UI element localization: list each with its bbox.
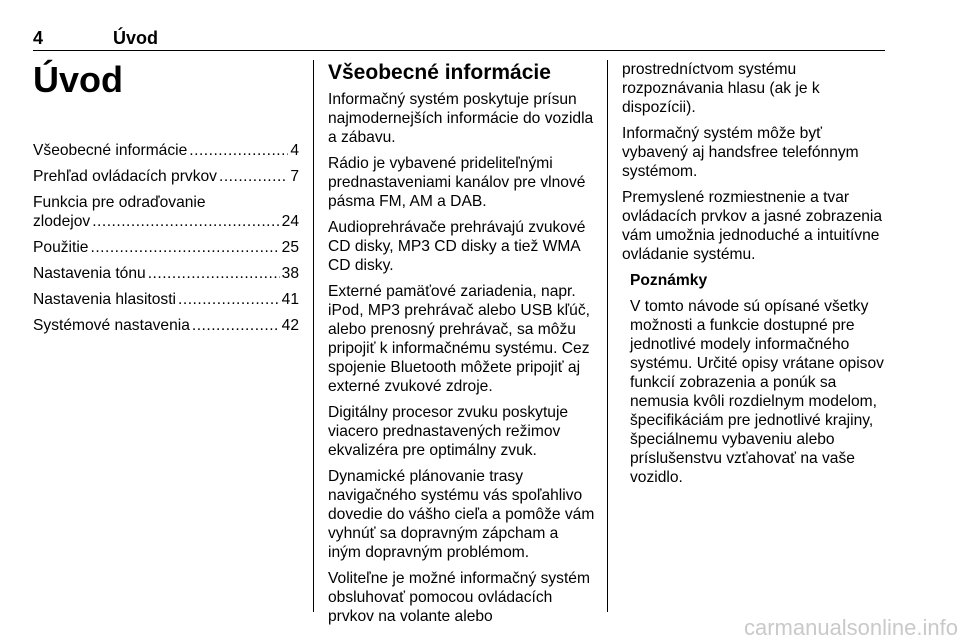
toc-leader (178, 290, 280, 309)
note-title: Poznámky (630, 272, 708, 289)
toc-label: Použitie (33, 239, 89, 256)
toc-label: zlodejov (33, 213, 91, 230)
body-paragraph: Dynamické plánovanie trasy navigačného systému vás spoľahlivo dovedie do vášho cieľa a pomôže vám vyhnúť sa dopravným zápcham a iným dopravným problémom. (328, 468, 595, 561)
toc-item[interactable] (33, 238, 299, 257)
toc-label: Prehľad ovládacích prvkov (33, 168, 217, 185)
toc-page: 42 (281, 317, 299, 334)
chapter-title: Úvod (33, 59, 123, 100)
toc-item[interactable] (33, 264, 299, 283)
toc-label: Všeobecné informácie (33, 142, 188, 159)
toc-label: Nastavenia tónu (33, 265, 146, 282)
watermark: carmanualsonline.info (743, 615, 958, 640)
body-column (328, 60, 595, 633)
toc-item[interactable] (33, 167, 299, 186)
body-paragraph: Premyslené rozmiestnenie a tvar ovládacích prvkov a jasné zobrazenia vám umožnia jednoduché a intuitívne ovládanie systému. (622, 189, 883, 263)
page-header (33, 26, 885, 51)
toc-item[interactable] (33, 141, 299, 160)
toc-label-line1: Funkcia pre odraďovanie (33, 194, 206, 211)
toc-item[interactable] (33, 316, 299, 335)
body-paragraph: Digitálny procesor zvuku poskytuje viacero prednastavených režimov ekvalizéra pre optimálny zvuk. (328, 404, 569, 459)
body-paragraph: Informačný systém poskytuje prísun najmodernejších informácie do vozidla a zábavu. (328, 91, 594, 146)
toc-leader (192, 316, 280, 335)
toc-item[interactable] (33, 290, 299, 309)
section-title: Všeobecné informácie (328, 61, 551, 84)
body-paragraph: prostredníctvom systému rozpoznávania hlasu (ak je k dispozícii). (622, 61, 820, 116)
toc-leader (92, 212, 279, 231)
column-divider (313, 60, 314, 612)
toc-label: Systémové nastavenia (33, 317, 190, 334)
toc-page: 4 (290, 142, 299, 159)
column-divider (607, 60, 608, 612)
note-box (630, 271, 888, 487)
body-paragraph: Externé pamäťové zariadenia, napr. iPod, MP3 prehrávač alebo USB kľúč, alebo prenosný prehrávač, sa môžu pripojiť k informačnému systému. Cez spojenie Bluetooth môžete pripojiť aj externé zvukové zdroje. (328, 283, 590, 395)
body-column (622, 60, 888, 494)
toc-leader (219, 167, 288, 186)
toc-leader (148, 264, 280, 283)
note-text: V tomto návode sú opísané všetky možnosti a funkcie dostupné pre jednotlivé modely informačného systému. Určité opisy vrátane opisov funkcií zobrazenia a ponúk sa nemusia kvôli rozdielnym modelom, špecifikáciám pre jednotlivé krajiny, špeciálnemu vybaveniu alebo príslušenstvu vzťahovať na vaše vozidlo. (630, 298, 884, 486)
toc-leader (189, 141, 288, 160)
toc-label: Nastavenia hlasitosti (33, 291, 177, 308)
toc-page: 41 (281, 291, 299, 308)
toc-page: 38 (281, 265, 299, 282)
header-title: Úvod (113, 28, 158, 48)
toc-item[interactable] (33, 193, 299, 231)
toc-page: 7 (290, 168, 299, 185)
body-paragraph: Voliteľne je možné informačný systém obsluhovať pomocou ovládacích prvkov na volante alebo (328, 570, 590, 625)
page-number: 4 (33, 28, 44, 48)
toc-page: 24 (281, 213, 299, 230)
toc-column (33, 60, 299, 342)
body-paragraph: Audioprehrávače prehrávajú zvukové CD disky, MP3 CD disky a tiež WMA CD disky. (328, 219, 586, 274)
toc-page: 25 (281, 239, 299, 256)
body-paragraph: Informačný systém môže byť vybavený aj handsfree telefónnym systémom. (622, 125, 859, 180)
body-paragraph: Rádio je vybavené prideliteľnými prednastaveniami kanálov pre vlnové pásma FM, AM a DAB. (328, 155, 586, 210)
toc-leader (90, 238, 279, 257)
